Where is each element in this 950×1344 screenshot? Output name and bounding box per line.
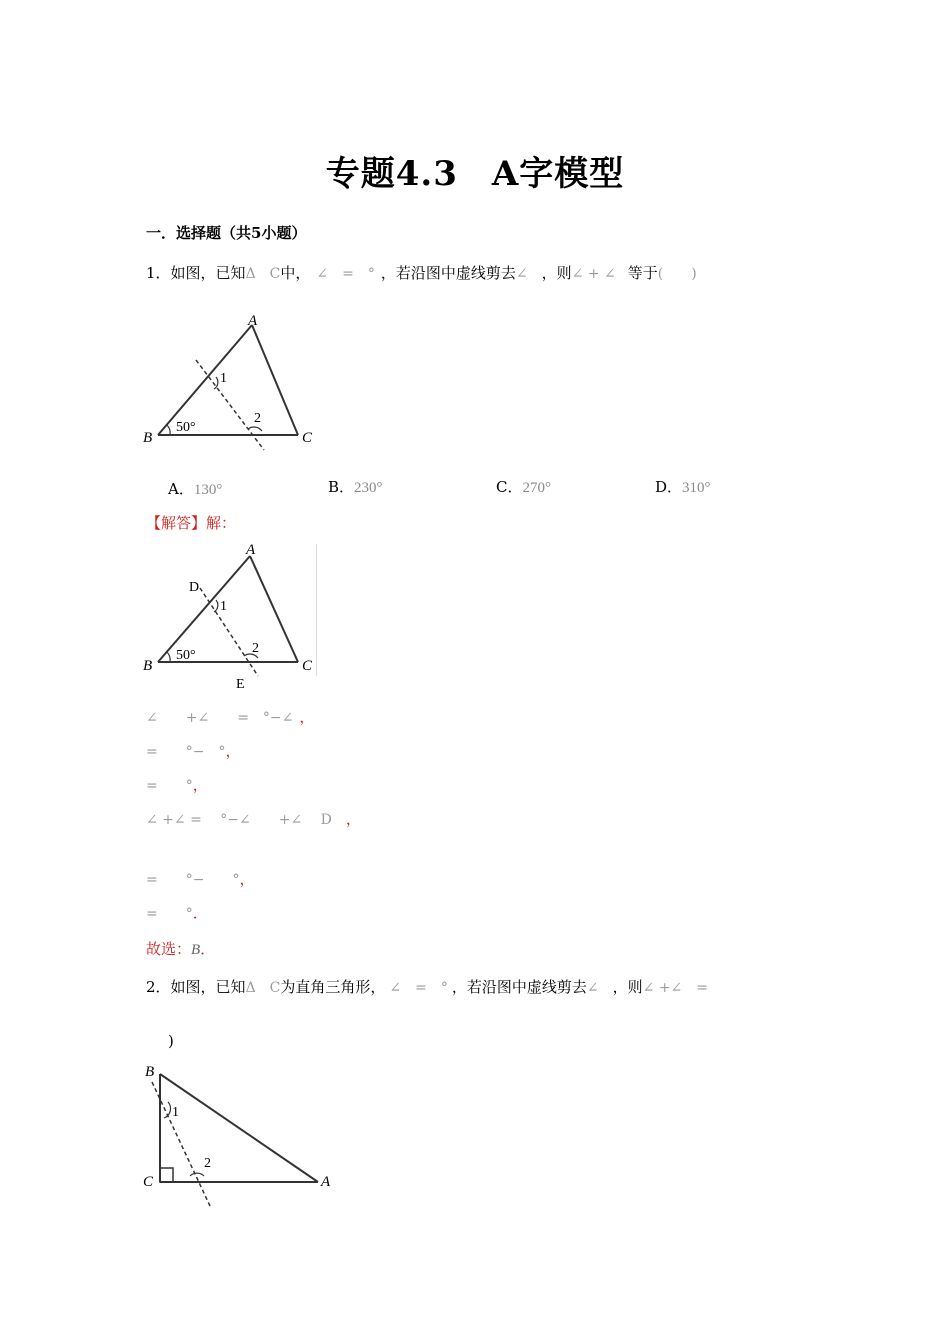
- solution-heading: 【解答】解：: [146, 514, 237, 532]
- q1-label-a: A: [248, 313, 258, 329]
- sol-angle-b-arc: [167, 652, 170, 662]
- q1-text-a: 如图，已知: [170, 264, 246, 282]
- sol-label-e: E: [236, 677, 245, 692]
- q1-number: 1．: [146, 264, 171, 282]
- q1-sum-expr: ∠ + ∠: [571, 266, 616, 282]
- q2-label-c: C: [143, 1174, 154, 1190]
- q2-triangle-expr: Δ C: [245, 980, 281, 996]
- solution-line-4: ∠ +∠ = °−∠ +∠ D ，: [146, 810, 361, 828]
- sol-label-a: A: [246, 542, 256, 558]
- question-2: [146, 976, 708, 997]
- q1-triangle-expr: Δ C: [245, 266, 281, 282]
- q2-label-b: B: [145, 1064, 155, 1080]
- q2-angle-2-arc: [190, 1173, 204, 1176]
- q1-angle-b-arc: [167, 425, 170, 435]
- q1-label-50deg: 50°: [176, 420, 196, 435]
- sol-label-c: C: [302, 658, 313, 674]
- solution-line-2: = °− °，: [146, 742, 241, 760]
- sol-side-ab: [158, 556, 250, 662]
- page-title: [0, 146, 950, 195]
- q2-label-1: 1: [172, 1105, 179, 1120]
- q1-label-b: B: [143, 430, 153, 446]
- q1-angle-2-arc: [248, 427, 262, 431]
- q2-side-ab: [160, 1074, 318, 1182]
- q2-text-c: ，若沿图中虚线剪去: [451, 978, 587, 996]
- solution-line-6: = °．: [146, 904, 208, 922]
- title-part2: A字模型: [491, 154, 625, 194]
- q1-angle2-expr: ∠: [515, 266, 528, 282]
- q1-option-a[interactable]: A．130°: [168, 480, 223, 498]
- q2-text-b: 为直角三角形，: [280, 978, 386, 996]
- q1-label-c: C: [302, 430, 313, 446]
- q1-label-1: 1: [220, 371, 227, 386]
- q2-paren-close: ): [168, 1032, 174, 1050]
- q1-label-2: 2: [254, 411, 261, 426]
- sol-label-d: D: [189, 580, 200, 595]
- question-1: [146, 262, 697, 283]
- q1-figure: [140, 305, 330, 455]
- q2-label-2: 2: [204, 1156, 211, 1171]
- q2-text-d: ，则: [612, 978, 643, 996]
- q1-cut-line: [196, 360, 264, 450]
- q1-text-c: ，若沿图中虚线剪去: [380, 264, 516, 282]
- solution-answer: 故选：B．: [146, 940, 216, 958]
- q1-angle-expr: ∠ = °: [316, 266, 375, 282]
- q1-side-ab: [158, 325, 252, 435]
- sol-label-50deg: 50°: [176, 648, 196, 663]
- q1-text-d: ，则: [541, 264, 572, 282]
- q1-option-c[interactable]: C．270°: [496, 478, 551, 496]
- sol-label-2: 2: [252, 641, 259, 656]
- solution-line-5: = °− °，: [146, 870, 255, 888]
- q2-angle2-expr: ∠: [586, 980, 599, 996]
- q2-number: 2．: [146, 978, 171, 996]
- q2-label-a: A: [321, 1174, 331, 1190]
- q2-figure: [140, 1060, 340, 1210]
- q1-text-e: 等于: [627, 264, 658, 282]
- solution-choice: B: [191, 942, 201, 958]
- sol-angle-1-arc: [214, 600, 218, 612]
- q1-angle-1-arc: [214, 377, 218, 389]
- solution-line-3: = °，: [146, 776, 208, 794]
- solution-figure: [140, 538, 330, 694]
- q1-option-b[interactable]: B．230°: [328, 478, 383, 496]
- q1-text-b: 中，: [280, 264, 311, 282]
- title-part1: 专题4.3: [325, 154, 458, 194]
- section-heading: 一．选择题（共5小题）: [146, 224, 307, 242]
- sol-label-b: B: [143, 658, 153, 674]
- q1-paren: ( ): [657, 266, 697, 282]
- sol-label-1: 1: [220, 599, 227, 614]
- q2-angle-expr: ∠ = °: [389, 980, 448, 996]
- q2-text-a: 如图，已知: [170, 978, 246, 996]
- solution-line-1: ∠ +∠ = °−∠ ，: [146, 708, 315, 726]
- q2-sum-expr: ∠ +∠ =: [642, 980, 709, 996]
- q1-option-d[interactable]: D．310°: [655, 478, 711, 496]
- q2-right-angle-mark: [160, 1168, 173, 1182]
